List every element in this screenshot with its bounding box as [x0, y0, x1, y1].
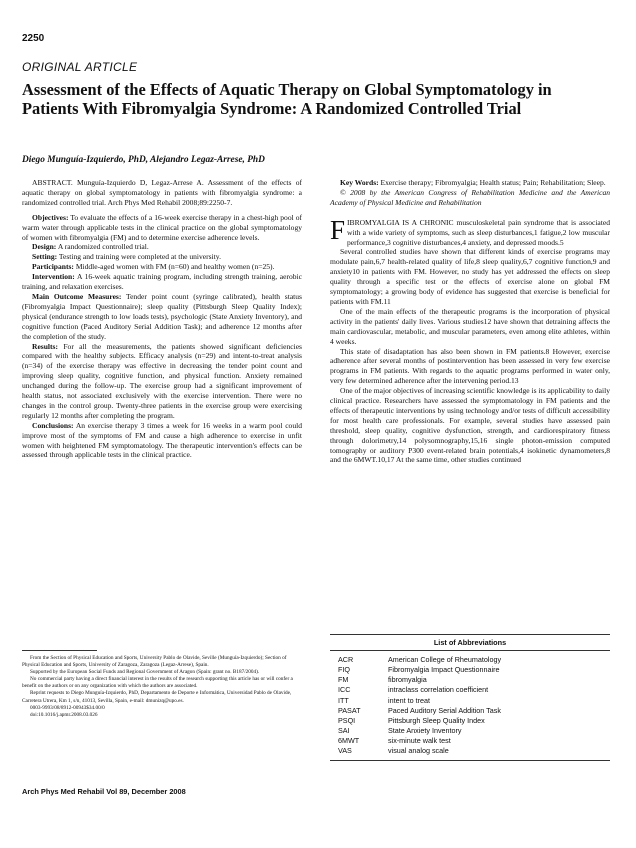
abbreviations-title: List of Abbreviations	[433, 638, 507, 647]
abbreviation-meaning: intent to treat	[388, 695, 430, 705]
intervention-text: A 16-week aquatic training program, including strength training, aerobic training, and relaxation exercises.	[22, 272, 302, 292]
abbreviation-meaning: Fibromyalgia Impact Questionnaire	[388, 665, 500, 675]
intro-text-1: IBROMYALGIA IS A CHRONIC musculoskeletal pain syndrome that is associated with a wide variety of symptoms, such as sleep disturbances,1 fatigue,2 low muscular performance,3 cognitive disturbances,4 anxiety, and depressed moods.5	[347, 217, 610, 247]
authors: Diego Munguía-Izquierdo, PhD, Alejandro Legaz-Arrese, PhD	[22, 155, 265, 165]
keywords-label: Key Words:	[340, 178, 379, 187]
intro-paragraph-4: This state of disadaptation has also been shown in FM patients.8 However, exercise adherence after several months of postintervention has been assessed in very few exercise programs in FM patients. With regards to the aquatic programs performed in water only, very few determined adherence after the intervening period.13	[330, 346, 610, 386]
journal-footer: Arch Phys Med Rehabil Vol 89, December 2008	[22, 787, 186, 796]
section-label: ORIGINAL ARTICLE	[22, 60, 138, 74]
abbreviation-row	[338, 685, 501, 695]
abbreviation-row	[338, 655, 501, 665]
results-label: Results:	[32, 341, 58, 351]
intervention-label: Intervention:	[32, 272, 75, 282]
abstract-setting	[22, 252, 302, 262]
conclusions-text: An exercise therapy 3 times a week for 16 weeks in a warm pool could improve most of the symptoms of FM and cause a high adherence to exercise in unfit women with heightened FM symptomatology. The therapeutic intervention's effects can be assessed through applicable tests in the clinical practice.	[22, 420, 302, 460]
abbreviations-bottom-rule	[330, 760, 610, 761]
design-label: Design:	[32, 242, 57, 252]
footnote-doi: doi:10.1016/j.apmr.2008.03.026	[30, 711, 98, 718]
setting-text: Testing and training were completed at the university.	[58, 252, 221, 262]
intro-paragraph-2: Several controlled studies have shown that different kinds of exercise programs may modulate pain,6,7 health-related quality of life,8 sleep quality,6,7 cognitive function,9 and anxiety10 in patients with FM. However, no study has yet addressed the effects on sleep quality through a specific test or the effects of exercise alone on global FM symptomatology; a growing body of evidence has suggested that exercise is beneficial for patients with FM.11	[330, 247, 610, 306]
abstract-design	[22, 242, 302, 252]
abbreviation-row	[338, 746, 501, 756]
abbreviation-meaning: State Anxiety Inventory	[388, 726, 462, 736]
footnote-conflict: No commercial party having a direct financial interest in the results of the research supporting this article has or will confer a benefit on the authors or on any organization with which the authors are associated.	[22, 676, 293, 690]
participants-text: Middle-aged women with FM (n=60) and healthy women (n=25).	[75, 262, 275, 272]
abbreviation-row	[338, 726, 501, 736]
body-column	[330, 178, 610, 465]
abbreviation-code: 6MWT	[338, 736, 360, 746]
abbreviation-meaning: American College of Rheumatology	[388, 655, 502, 664]
outcomes-label: Main Outcome Measures:	[32, 291, 122, 301]
footnote-affiliation: From the Section of Physical Education and Sports, University Pablo de Olavide, Seville (Munguía-Izquierdo); Section of Physical Education and Sports, University of Zaragoza, Zaragoza (Legaz-Arrese), Spain.	[22, 655, 287, 669]
abbreviations-top-rule	[330, 634, 610, 635]
participants-label: Participants:	[32, 262, 74, 272]
abbreviation-meaning: intraclass correlation coefficient	[388, 685, 489, 695]
abbreviation-row	[338, 696, 501, 706]
abbreviation-code: PASAT	[338, 705, 361, 715]
objectives-text: To evaluate the effects of a 16-week exercise therapy in a chest-high pool of warm water through applicable tests in the clinical practice on the global symptomatology of women with fibromyalgia (FM) and to determine exercise adherence levels.	[22, 212, 302, 242]
abbreviation-meaning: fibromyalgia	[388, 675, 427, 685]
setting-label: Setting:	[32, 252, 58, 262]
abbreviations-header-rule	[330, 650, 610, 651]
outcomes-text: Tender point count (syringe calibrated), health status (Fibromyalgia Impact Questionnaire); sleep quality (Pittsburgh Sleep Quality Index); physical (endurance strength to low loads tests), psychologic (State Anxiety Inventory), and cognitive function (Paced Auditory Serial Addition Task); and adherence 12 months after the completion of the study.	[22, 291, 302, 341]
abbreviation-code: SAI	[338, 726, 350, 736]
abstract-citation: ABSTRACT. Munguía-Izquierdo D, Legaz-Arrese A. Assessment of the effects of aquatic therapy on global symptomatology in patients with fibromyalgia syndrome: a randomized controlled trial. Arch Phys Med Rehabil 2008;89:2250-7.	[22, 178, 302, 207]
abbreviation-meaning: Pittsburgh Sleep Quality Index	[388, 715, 485, 725]
results-text: For all the measurements, the patients showed significant deficiencies compared with the healthy subjects. Efficacy analysis (n=29) and intent-to-treat analysis (n=34) of the exercise therapy was effective in decreasing the tender point count and improving sleep quality, cognitive function, and physical function. Anxiety remained unchanged during the follow-up. The exercise group had a significant improvement of health status, not associated exclusively with the exercise intervention. There were no changes in the control group. Twenty-three patients in the exercise group were exercising regularly 12 months after completing the program.	[22, 341, 302, 420]
abbreviations-list	[338, 655, 501, 757]
abbreviation-row	[338, 665, 501, 675]
abbreviation-row	[338, 706, 501, 716]
abstract-conclusions	[22, 421, 302, 461]
abbreviation-code: ACR	[338, 655, 354, 664]
abbreviation-meaning: Paced Auditory Serial Addition Task	[388, 705, 501, 715]
abbreviation-code: FIQ	[338, 665, 350, 675]
abstract-intervention	[22, 272, 302, 292]
abbreviation-row	[338, 736, 501, 746]
abstract-participants	[22, 262, 302, 272]
abbreviation-code: FM	[338, 675, 349, 685]
design-text: A randomized controlled trial.	[57, 242, 149, 252]
footnotes	[22, 655, 302, 719]
copyright: © 2008 by the American Congress of Rehabilitation Medicine and the American Academy of Physical Medicine and Rehabilitation	[330, 187, 610, 207]
abstract-objectives	[22, 213, 302, 243]
conclusions-label: Conclusions:	[32, 420, 74, 430]
abstract-column	[22, 178, 302, 460]
keywords-text: Exercise therapy; Fibromyalgia; Health status; Pain; Rehabilitation; Sleep.	[380, 178, 606, 187]
abbreviation-meaning: visual analog scale	[388, 746, 449, 756]
abbreviation-code: ICC	[338, 685, 351, 695]
abbreviation-row	[338, 716, 501, 726]
objectives-label: Objectives:	[32, 212, 69, 222]
abstract-results	[22, 342, 302, 421]
intro-paragraph-5: One of the major objectives of increasing scientific knowledge is its applicability to daily clinical practice. Researchers have assessed the symptomatology in FM patients and the effects of therapeutic interventions by using technology and/or tests of difficult accessibility for most health care professionals. For example, several studies have assessed pain threshold, sleep quality, cognitive dysfunction, strength, and cardiorespiratory fitness through dolorimetry,14 polysomnography,15,16 single photon-emission computed tomography or auditory P300 event-related brain potentials,4 isokinetic dynamometers,8 and the 6MWT.10,17 At the same time, other studies continued	[330, 386, 610, 465]
footnote-reprints: Reprint requests to Diego Munguía-Izquierdo, PhD, Departamento de Deporte e Informática, Universidad Pablo de Olavide, Carretera Utrera, Km 1, s/n, 41013, Sevilla, Spain, e-mail: dmunizq@upo.es.	[22, 690, 292, 704]
abbreviation-code: ITT	[338, 695, 349, 705]
abbreviation-code: PSQI	[338, 715, 356, 725]
abbreviation-row	[338, 675, 501, 685]
page-number: 2250	[22, 33, 45, 44]
keywords	[330, 178, 610, 188]
intro-paragraph-1	[330, 214, 610, 248]
abbreviation-meaning: six-minute walk test	[388, 736, 451, 746]
drop-cap: F	[330, 214, 346, 245]
abstract-outcomes	[22, 292, 302, 342]
footnote-support: Supported by the European Social Funds and Regional Government of Aragon (Spain: grant no. B187/2004).	[30, 669, 260, 676]
footnote-issn: 0003-9993/08/8912-00943$34.00/0	[30, 704, 105, 711]
footnote-divider	[22, 650, 97, 651]
abbreviation-code: VAS	[338, 746, 352, 756]
article-title: Assessment of the Effects of Aquatic Therapy on Global Symptomatology in Patients With Fibromyalgia Syndrome: A Randomized Controlled Trial	[22, 80, 552, 118]
intro-paragraph-3: One of the main effects of the therapeutic programs is the incorporation of physical activity in the patients' daily lives. Various studies12 have shown that detraining affects the main cardiovascular, metabolic, and muscular parameters, even among elite athletes, within 4 weeks.	[330, 306, 610, 346]
